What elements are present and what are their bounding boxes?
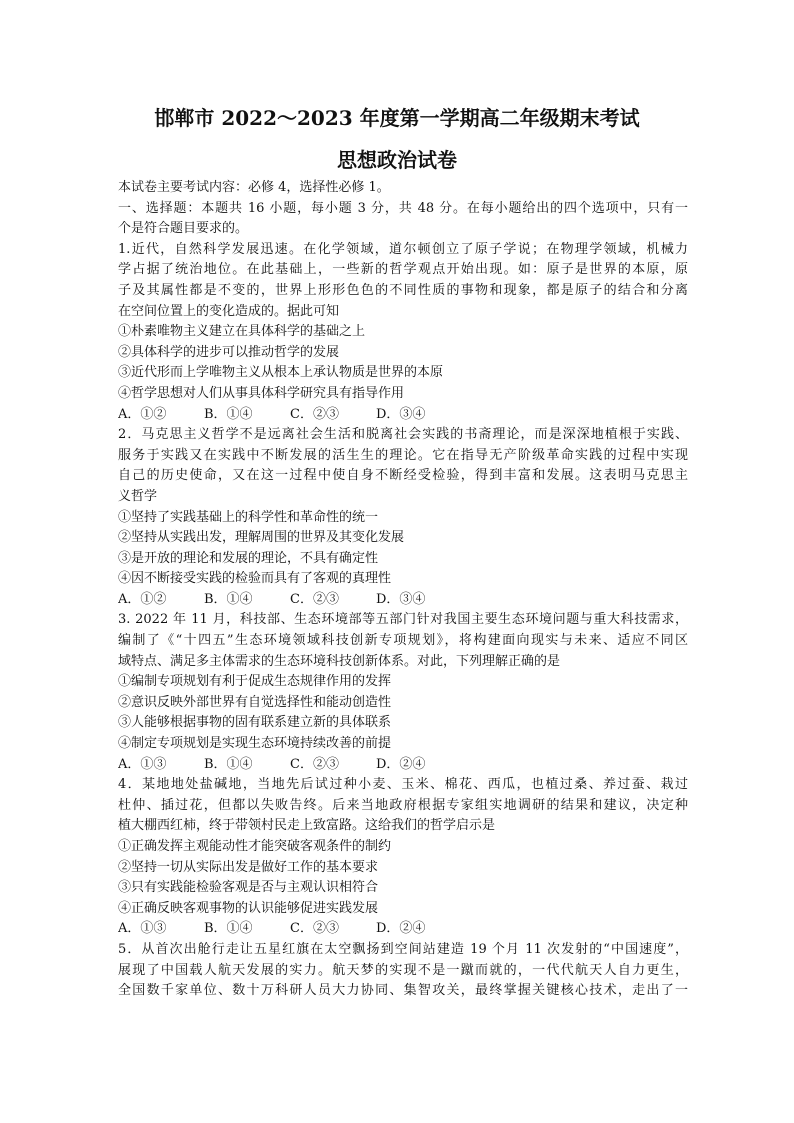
answer-options xyxy=(118,590,688,611)
statement-item: ①正确发挥主观能动性才能突破客观条件的制约 xyxy=(118,839,392,854)
statement-item: ②坚持一切从实际出发是做好工作的基本要求 xyxy=(118,859,379,875)
statement-item: ①坚持了实践基础上的科学性和革命性的统一 xyxy=(118,509,379,525)
option-b: B．①④ xyxy=(204,756,253,772)
option-b: B．①④ xyxy=(204,406,253,422)
question-stem-line: 3. 2022 年 11 月，科技部、生态环境部等五部门针对我国主要生态环境问题与重大科技需求， xyxy=(118,612,688,628)
option-d: D．③④ xyxy=(376,406,426,422)
statement-item: ④哲学思想对人们从事具体科学研究具有指导作用 xyxy=(118,385,405,401)
exam-scope: 本试卷主要考试内容：必修 4，选择性必修 1。 xyxy=(118,180,390,195)
question-stem-line: 全国数千家单位、数十万科研人员大力协同、集智攻关，最终掌握关键核心技术，走出了一 xyxy=(118,983,688,999)
exam-body xyxy=(118,178,688,1002)
question-stem-line: 2．马克思主义哲学不是远离社会生活和脱离社会实践的书斋理论，而是深深地植根于实践、 xyxy=(118,427,688,443)
answer-options xyxy=(118,755,688,776)
question-stem-line: 自己的历史使命，又在这一过程中使自身不断经受检验，得到丰富和发展。这表明马克思主 xyxy=(118,468,688,484)
option-a: A．①③ xyxy=(118,921,167,937)
question-stem-line: 义哲学 xyxy=(118,488,158,504)
statement-item: ②意识反映外部世界有自觉选择性和能动创造性 xyxy=(118,694,392,710)
question-stem-line: 展现了中国载人航天发展的实力。航天梦的实现不是一蹴而就的，一代代航天人自力更生， xyxy=(118,962,688,978)
statement-item: ④制定专项规划是实现生态环境持续改善的前提 xyxy=(118,736,392,752)
statement-item: ③近代形而上学唯物主义从根本上承认物质是世界的本原 xyxy=(118,365,444,381)
option-d: D．③④ xyxy=(376,591,426,607)
section-heading-line: 个是符合题目要求的。 xyxy=(118,221,249,237)
option-c: C．②③ xyxy=(290,406,339,422)
question-stem-line: 子及其属性都是不变的，世界上形形色色的不同性质的事物和现象，都是原子的结合和分离 xyxy=(118,282,688,298)
question-stem-line: 学占据了统治地位。在此基础上，一些新的哲学观点开始出现。如：原子是世界的本原，原 xyxy=(118,262,688,278)
question-stem-line: 杜仲、插过花，但都以失败告终。后来当地政府根据专家组实地调研的结果和建议，决定种 xyxy=(118,797,688,813)
statement-item: ③人能够根据事物的固有联系建立新的具体联系 xyxy=(118,715,392,731)
question-stem-line: 植大棚西红柿，终于带领村民走上致富路。这给我们的哲学启示是 xyxy=(118,818,496,834)
question-stem-line: 域特点、满足多主体需求的生态环境科技创新体系。对此，下列理解正确的是 xyxy=(118,653,561,669)
statement-item: ③是开放的理论和发展的理论，不具有确定性 xyxy=(118,550,379,566)
section-heading-line: 一、选择题：本题共 16 小题，每小题 3 分，共 48 分。在每小题给出的四个选项中，只有一 xyxy=(118,200,688,216)
option-b: B．①④ xyxy=(204,591,253,607)
option-c: C．②③ xyxy=(290,756,339,772)
option-a: A．①② xyxy=(118,406,167,422)
statement-item: ④正确反映客观事物的认识能够促进实践发展 xyxy=(118,900,379,916)
statement-item: ④因不断接受实践的检验而具有了客观的真理性 xyxy=(118,571,392,587)
question-stem-line: 在空间位置上的变化造成的。据此可知 xyxy=(118,303,340,319)
option-b: B．①④ xyxy=(204,921,253,937)
question-4 xyxy=(118,775,688,940)
option-d: D．②④ xyxy=(376,756,426,772)
option-a: A．①③ xyxy=(118,756,167,772)
question-stem-line: 5．从首次出舱行走让五星红旗在太空飘扬到空间站建造 19 个月 11 次发射的“中国速度”， xyxy=(118,941,688,957)
statement-item: ①编制专项规划有利于促成生态规律作用的发挥 xyxy=(118,674,392,690)
option-c: C．②③ xyxy=(290,921,339,937)
question-2 xyxy=(118,425,688,610)
question-5 xyxy=(118,940,688,1002)
statement-item: ①朴素唯物主义建立在具体科学的基础之上 xyxy=(118,324,366,340)
question-stem-line: 1.近代，自然科学发展迅速。在化学领域，道尔顿创立了原子学说；在物理学领域，机械力 xyxy=(118,241,688,257)
question-3 xyxy=(118,610,688,775)
statement-item: ③只有实践能检验客观是否与主观认识相符合 xyxy=(118,880,379,896)
option-c: C．②③ xyxy=(290,591,339,607)
exam-title: 邯郸市 2022～2023 年度第一学期高二年级期末考试 xyxy=(154,106,640,130)
exam-subtitle: 思想政治试卷 xyxy=(337,148,457,172)
option-a: A．①② xyxy=(118,591,167,607)
question-stem-line: 4．某地地处盐碱地，当地先后试过种小麦、玉米、棉花、西瓜，也植过桑、养过蚕、栽过 xyxy=(118,777,688,793)
answer-options xyxy=(118,405,688,426)
statement-item: ②坚持从实践出发，理解周围的世界及其变化发展 xyxy=(118,530,405,546)
question-stem-line: 服务于实践又在实践中不断发展的活生生的理论。它在指导无产阶级革命实践的过程中实现 xyxy=(118,447,688,463)
option-d: D．②④ xyxy=(376,921,426,937)
question-stem-line: 编制了《“十四五”生态环境领域科技创新专项规划》，将构建面向现实与未来、适应不同区 xyxy=(118,633,688,649)
statement-item: ②具体科学的进步可以推动哲学的发展 xyxy=(118,344,340,360)
question-1 xyxy=(118,240,688,425)
answer-options xyxy=(118,919,688,940)
